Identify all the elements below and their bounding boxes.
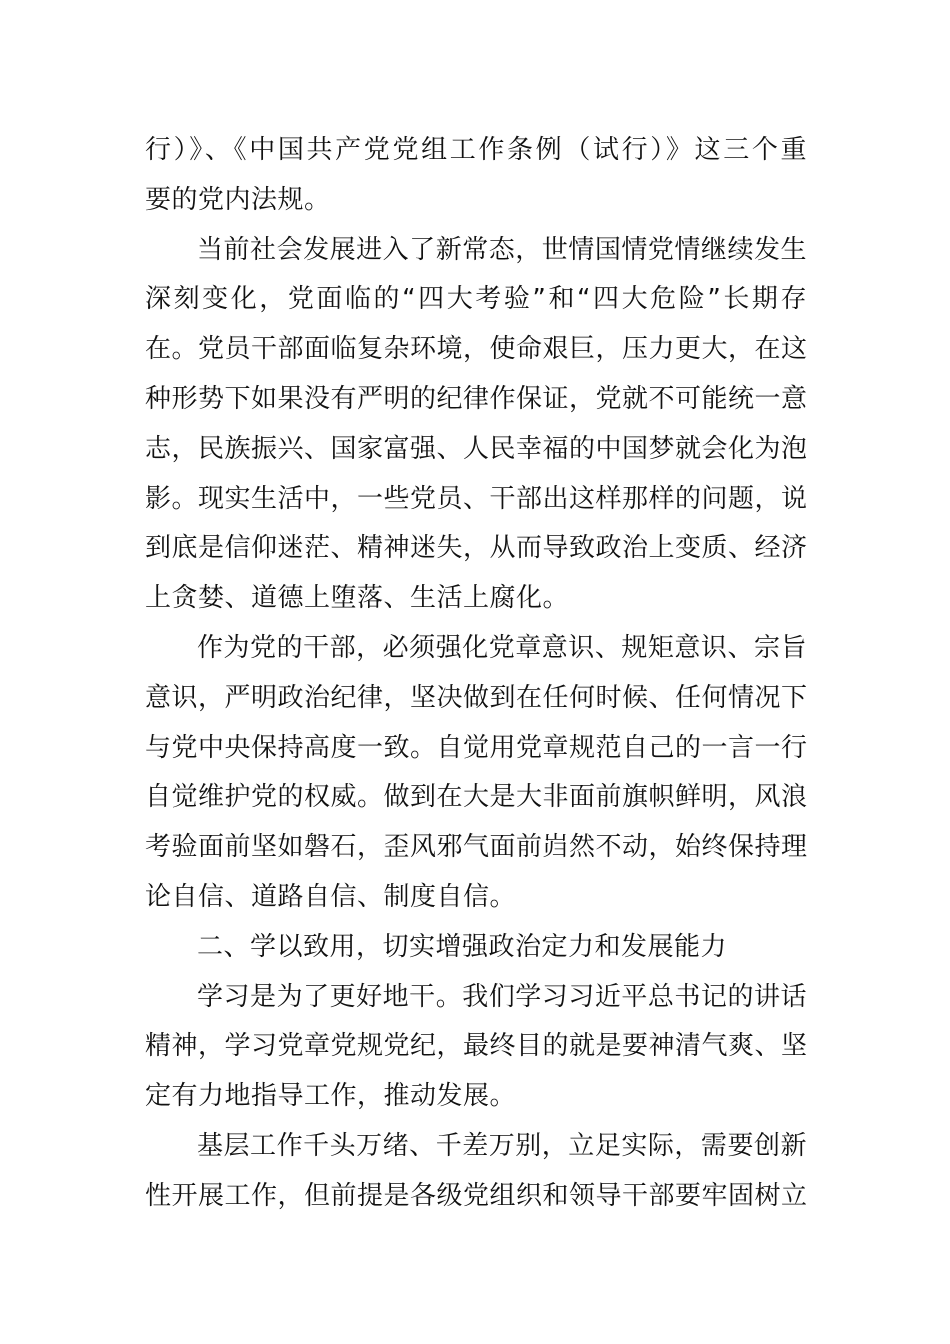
text-line: 行）》、《中国共产党党组工作条例（试行）》这三个重	[145, 135, 807, 165]
text-line: 意识，严明政治纪律，坚决做到在任何时候、任何情况下	[145, 682, 808, 713]
text-line: 种形势下如果没有严明的纪律作保证，党就不可能统一意	[145, 383, 808, 414]
document-body	[145, 126, 807, 1222]
text-line: 与党中央保持高度一致。自觉用党章规范自己的一言一行	[145, 732, 808, 763]
text-line: 在。党员干部面临复杂环境，使命艰巨，压力更大，在这	[145, 334, 808, 365]
text-line: 学习是为了更好地干。我们学习习近平总书记的讲话	[197, 981, 807, 1012]
text-line: 二、学以致用，切实增强政治定力和发展能力	[197, 931, 728, 962]
text-line: 论自信、道路自信、制度自信。	[145, 881, 517, 912]
text-line: 深刻变化，党面临的“四大考验”和“四大危险”长期存	[145, 284, 807, 315]
text-line: 上贪婪、道德上堕落、生活上腐化。	[145, 583, 570, 614]
text-line: 志，民族振兴、国家富强、人民幸福的中国梦就会化为泡	[145, 433, 808, 464]
text-line: 性开展工作，但前提是各级党组织和领导干部要牢固树立	[145, 1180, 808, 1211]
text-line: 定有力地指导工作，推动发展。	[145, 1081, 517, 1112]
text-line: 作为党的干部，必须强化党章意识、规矩意识、宗旨	[197, 632, 807, 663]
text-line: 到底是信仰迷茫、精神迷失，从而导致政治上变质、经济	[145, 533, 808, 564]
text-line: 当前社会发展进入了新常态，世情国情党情继续发生	[197, 234, 807, 265]
text-line: 精神，学习党章党规党纪，最终目的就是要神清气爽、坚	[145, 1031, 808, 1062]
text-line: 影。现实生活中，一些党员、干部出这样那样的问题，说	[145, 483, 808, 514]
text-line: 考验面前坚如磐石，歪风邪气面前岿然不动，始终保持理	[145, 832, 808, 863]
text-line: 基层工作千头万绪、千差万别，立足实际，需要创新	[197, 1130, 807, 1161]
text-line: 要的党内法规。	[145, 184, 331, 215]
text-line: 自觉维护党的权威。做到在大是大非面前旗帜鲜明，风浪	[145, 782, 808, 813]
